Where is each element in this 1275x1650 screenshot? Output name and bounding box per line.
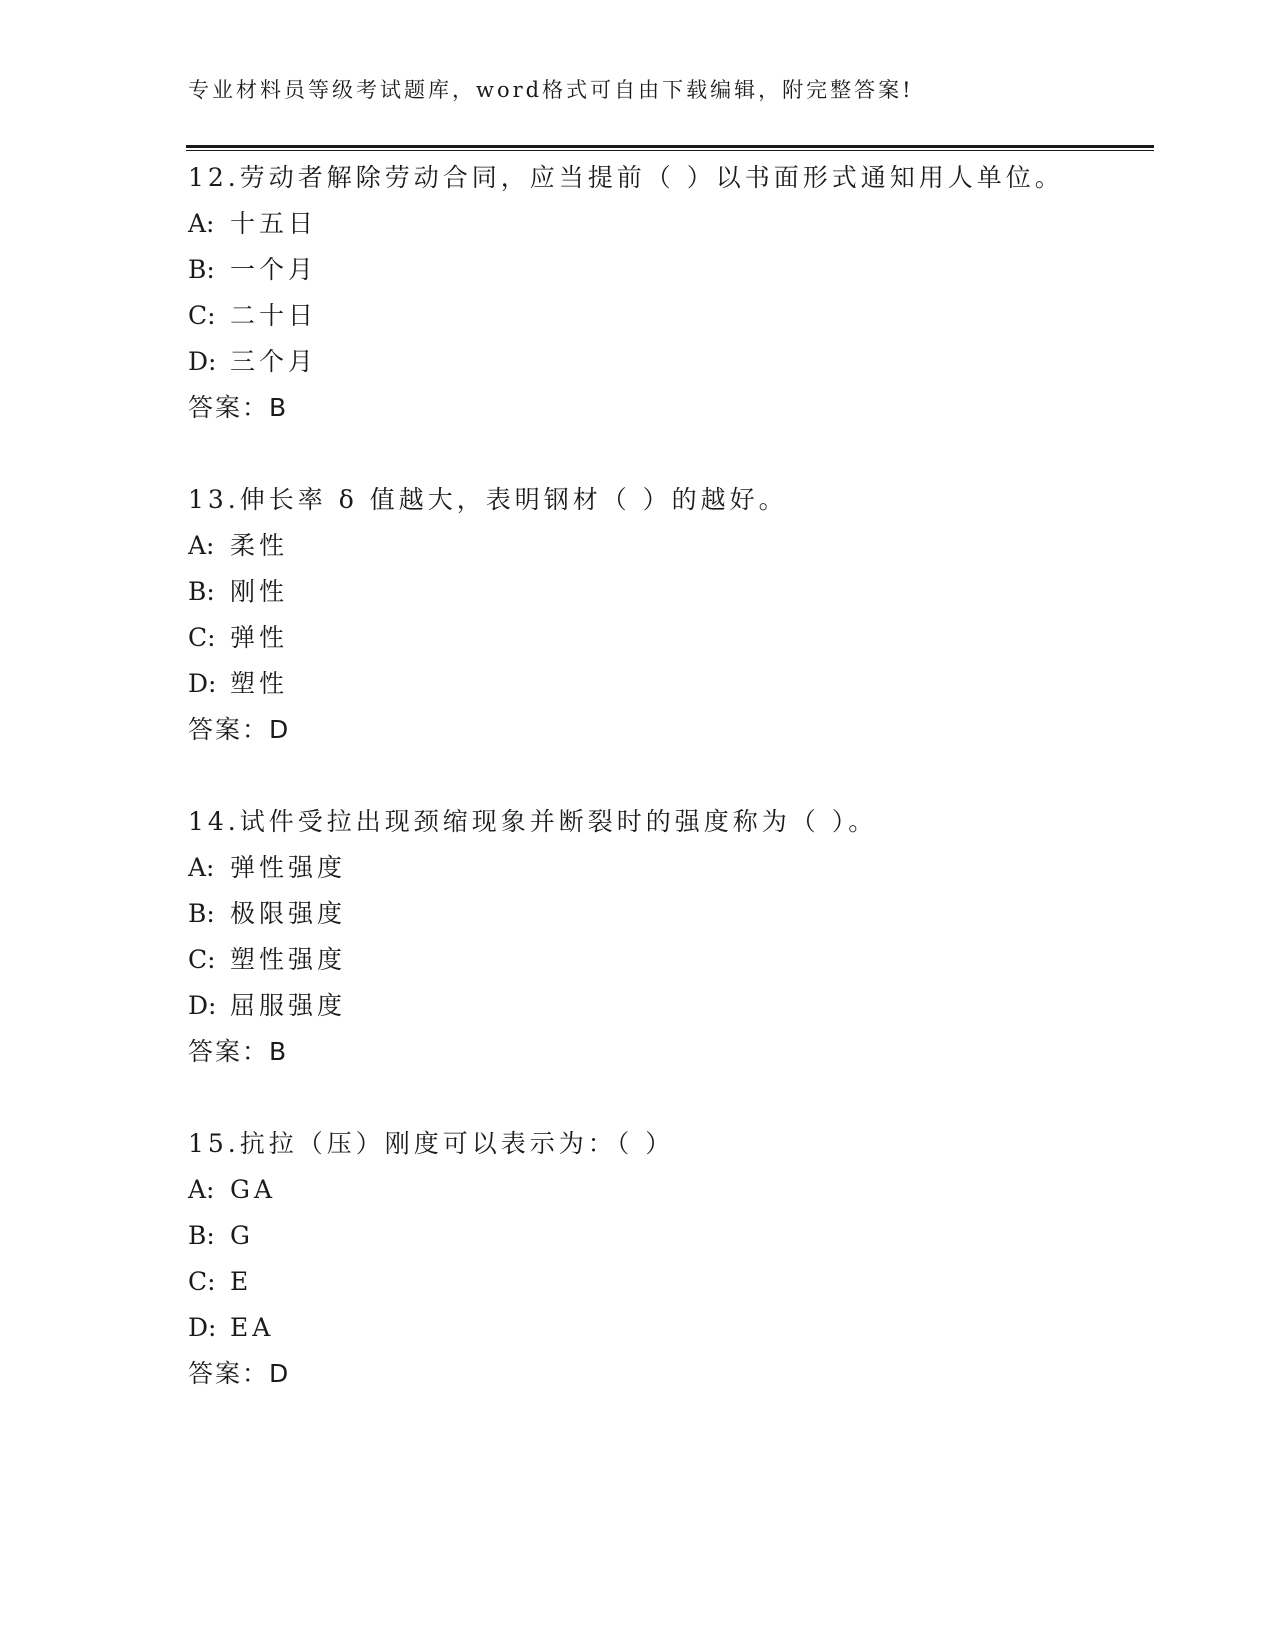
option-b	[188, 569, 1154, 615]
option-b	[188, 1213, 1154, 1259]
option-a	[188, 845, 1154, 891]
option-letter: C:	[188, 301, 216, 330]
header-rule-thin	[186, 150, 1154, 151]
option-text: 柔性	[230, 531, 289, 560]
option-c	[188, 615, 1154, 661]
option-text: 弹性强度	[230, 853, 347, 882]
option-c	[188, 1259, 1154, 1305]
answer: 答案：B	[188, 1037, 289, 1066]
option-text: G	[230, 1221, 254, 1250]
question-title: 13.伸长率 δ 值越大，表明钢材（ ）的越好。	[188, 485, 788, 514]
page-header: 专业材料员等级考试题库，word格式可自由下载编辑，附完整答案!	[188, 78, 914, 102]
question-15	[188, 1121, 1154, 1397]
option-text: 弹性	[230, 623, 289, 652]
option-text: 极限强度	[230, 899, 347, 928]
header-rule-thick	[186, 145, 1154, 148]
option-letter: B:	[188, 1221, 215, 1250]
option-text: 屈服强度	[230, 991, 347, 1020]
option-letter: C:	[188, 945, 216, 974]
option-d	[188, 983, 1154, 1029]
option-letter: A:	[188, 853, 215, 882]
option-text: 塑性强度	[230, 945, 347, 974]
option-letter: A:	[188, 531, 215, 560]
question-13	[188, 477, 1154, 753]
option-d	[188, 339, 1154, 385]
option-a	[188, 1167, 1154, 1213]
option-letter: D:	[188, 669, 217, 698]
question-title: 14.试件受拉出现颈缩现象并断裂时的强度称为（ ）。	[188, 807, 878, 836]
option-letter: B:	[188, 899, 215, 928]
option-d	[188, 661, 1154, 707]
option-text: E	[230, 1267, 253, 1296]
question-12	[188, 155, 1154, 431]
option-letter: C:	[188, 623, 216, 652]
question-title: 15.抗拉（压）刚度可以表示为：（ ）	[188, 1129, 675, 1158]
option-text: 十五日	[230, 209, 318, 238]
question-title: 12.劳动者解除劳动合同，应当提前（ ）以书面形式通知用人单位。	[188, 163, 1064, 192]
option-letter: D:	[188, 1313, 217, 1342]
option-text: 塑性	[230, 669, 289, 698]
answer: 答案：D	[188, 715, 291, 744]
option-a	[188, 201, 1154, 247]
option-text: 刚性	[230, 577, 289, 606]
option-text: 一个月	[230, 255, 318, 284]
option-text: 二十日	[230, 301, 318, 330]
answer: 答案：B	[188, 393, 289, 422]
option-b	[188, 247, 1154, 293]
option-text: GA	[230, 1175, 277, 1204]
option-text: EA	[230, 1313, 275, 1342]
option-d	[188, 1305, 1154, 1351]
option-c	[188, 937, 1154, 983]
answer: 答案：D	[188, 1359, 291, 1388]
question-14	[188, 799, 1154, 1075]
option-letter: B:	[188, 255, 215, 284]
option-letter: A:	[188, 1175, 215, 1204]
option-letter: C:	[188, 1267, 216, 1296]
option-b	[188, 891, 1154, 937]
option-letter: A:	[188, 209, 215, 238]
option-letter: D:	[188, 991, 217, 1020]
option-letter: B:	[188, 577, 215, 606]
option-a	[188, 523, 1154, 569]
option-letter: D:	[188, 347, 217, 376]
option-c	[188, 293, 1154, 339]
option-text: 三个月	[230, 347, 318, 376]
